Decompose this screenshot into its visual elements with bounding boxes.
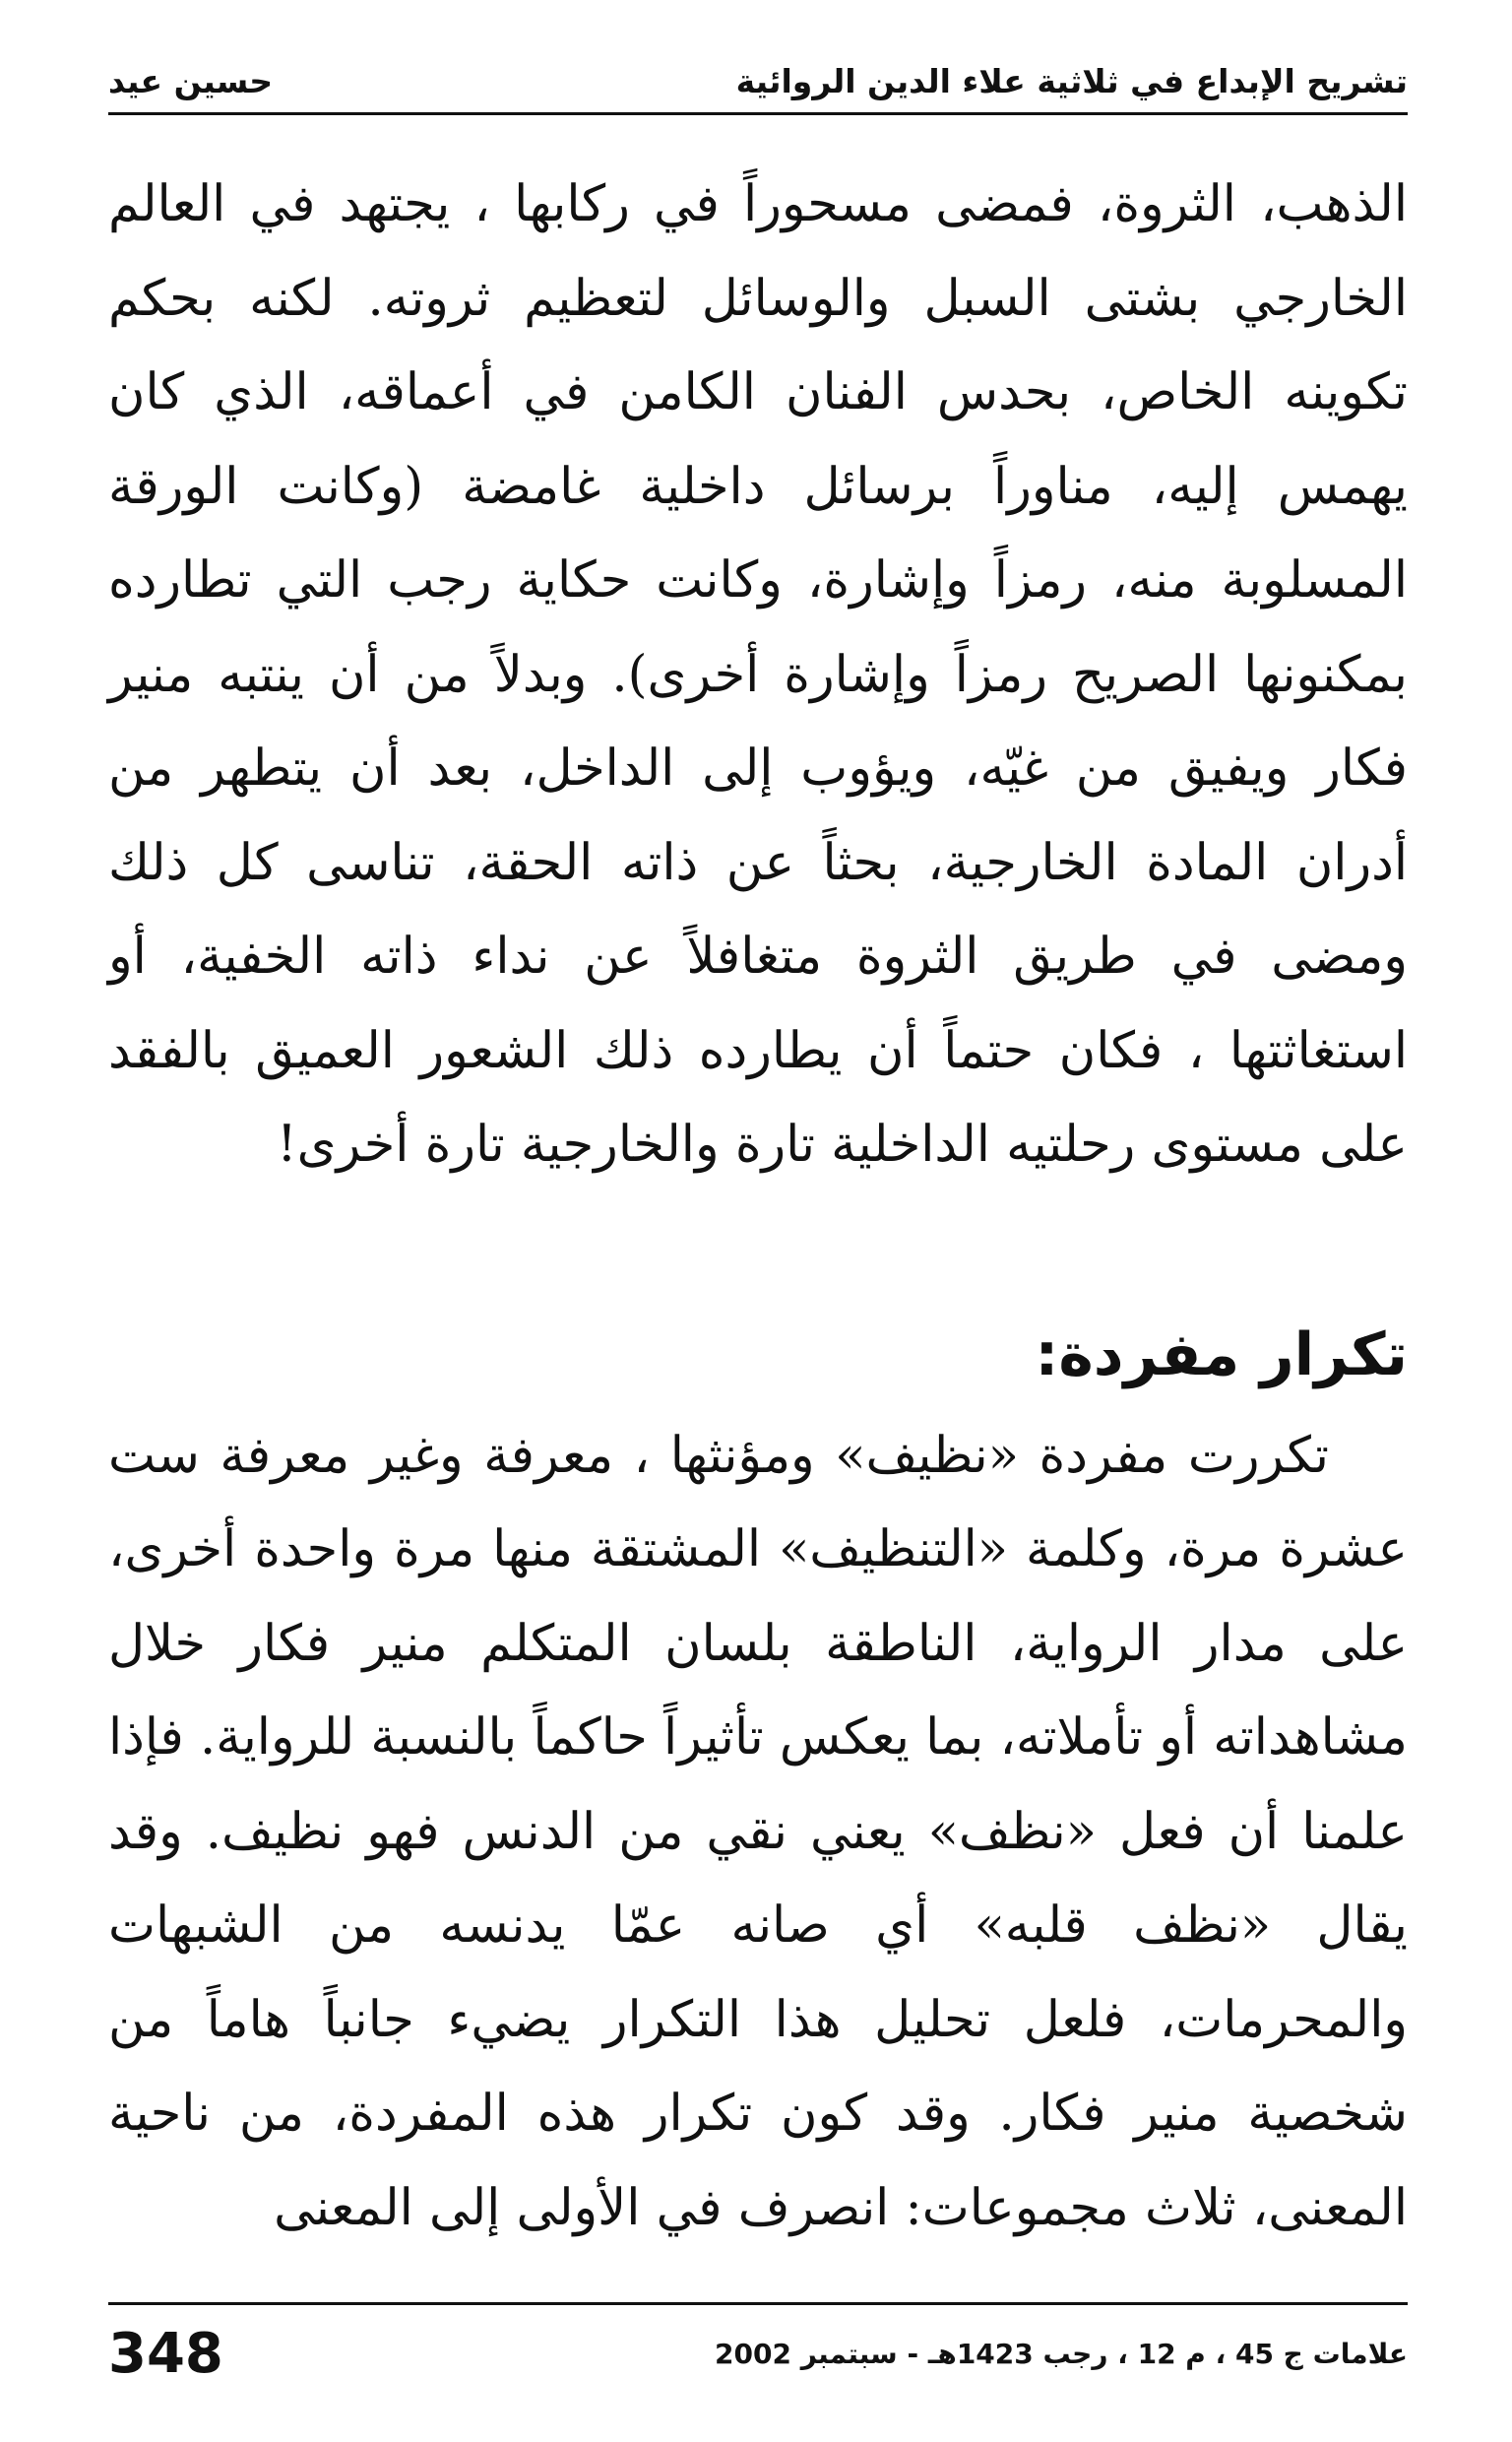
- article-title: تشريح الإبداع في ثلاثية علاء الدين الروائية: [735, 61, 1408, 100]
- author-name: حسين عيد: [108, 61, 274, 100]
- issue-info: علامات ج 45 ، م 12 ، رجب 1423هـ - سبتمبر 2002: [715, 2337, 1408, 2370]
- page-footer: [108, 2314, 1408, 2393]
- document-page: [108, 49, 1408, 2393]
- page-number: 348: [108, 2321, 223, 2386]
- paragraph: تكررت مفردة «نظيف» ومؤنثها ، معرفة وغير معرفة ست عشرة مرة، وكلمة «التنظيف» المشتقة منها مرة واحدة أخرى، على مدار الرواية، الناطقة بلسان المتكلم منير فكار خلال مشاهداته أو تأملاته، بما يعكس تأثيراً حاكماً بالنسبة للرواية. فإذا علمنا أن فعل «نظف» يعني نقي من الدنس فهو نظيف. وقد يقال «نظف قلبه» أي صانه عمّا يدنسه من الشبهات والمحرمات، فلعل تحليل هذا التكرار يضيء جانباً هاماً من شخصية منير فكار. وقد كون تكرار هذه المفردة، من ناحية المعنى، ثلاث مجموعات: انصرف في الأولى إلى المعنى: [108, 1426, 1408, 2237]
- section-heading: تكرار مفردة:: [1035, 1319, 1408, 1389]
- running-header: [108, 49, 1408, 115]
- footer-rule: [108, 2302, 1408, 2305]
- body-text: [108, 158, 1408, 2255]
- paragraph: الذهب، الثروة، فمضى مسحوراً في ركابها ، يجتهد في العالم الخارجي بشتى السبل والوسائل لتعظيم ثروته. لكنه بحكم تكوينه الخاص، بحدس الفنان الكامن في أعماقه، الذي كان يهمس إليه، مناوراً برسائل داخلية غامضة (وكانت الورقة المسلوبة منه، رمزاً وإشارة، وكانت حكاية رجب التي تطارده بمكنونها الصريح رمزاً وإشارة أخرى). وبدلاً من أن ينتبه منير فكار ويفيق من غيّه، ويؤوب إلى الداخل، بعد أن يتطهر من أدران المادة الخارجية، بحثاً عن ذاته الحقة، تناسى كل ذلك ومضى في طريق الثروة متغافلاً عن نداء ذاته الخفية، أو استغاثتها ، فكان حتماً أن يطارده ذلك الشعور العميق بالفقد على مستوى رحلتيه الداخلية تارة والخارجية تارة أخرى!: [108, 175, 1408, 1174]
